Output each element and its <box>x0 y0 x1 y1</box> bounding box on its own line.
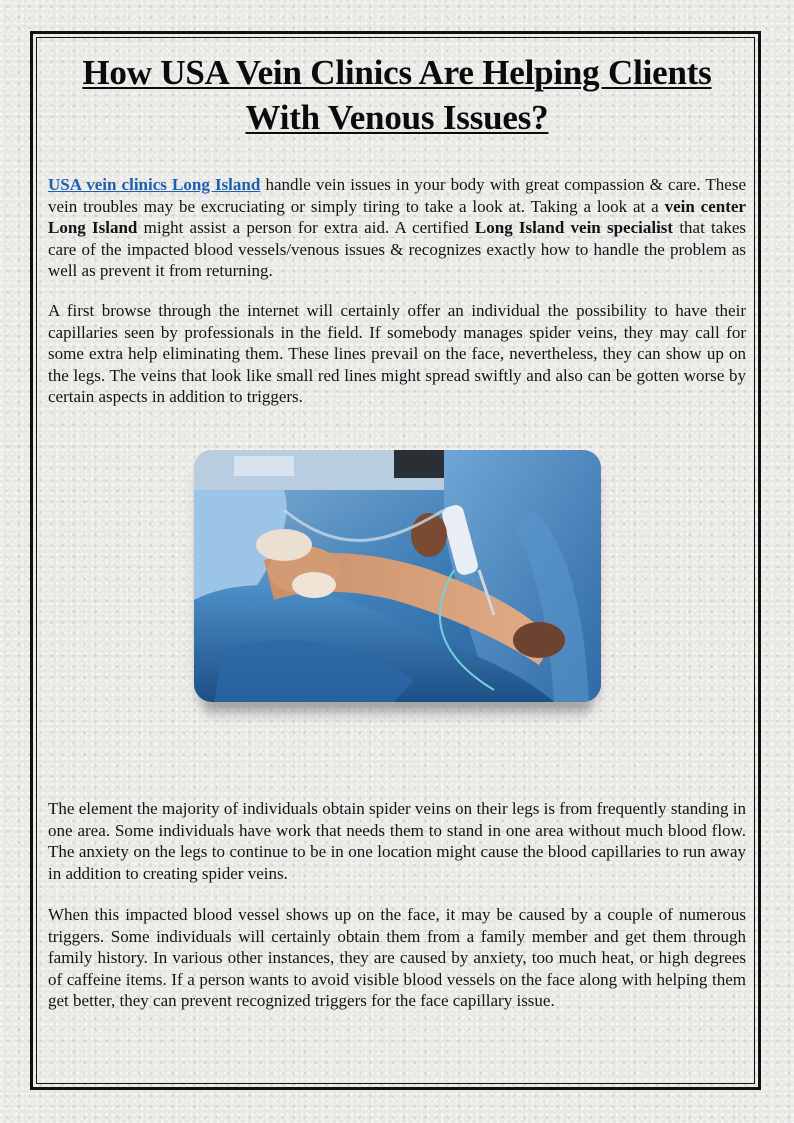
page-title: How USA Vein Clinics Are Helping Clients With Venous Issues? <box>82 53 712 137</box>
paragraph-intro <box>48 174 746 282</box>
paragraph-internet: A first browse through the internet will certainly offer an individual the possibility to have their capillaries seen by professionals in the field. If somebody manages spider veins, they may call for some extra help eliminating them. These lines prevail on the face, nevertheless, they can show up on the legs. The veins that look like small red lines might spread swiftly and also can be gotten worse by certain aspects in addition to triggers. <box>48 301 746 407</box>
paragraph-face: When this impacted blood vessel shows up on the face, it may be caused by a couple of numerous triggers. Some individuals will certainly obtain them from a family member and get them through family history. In various other instances, they are caused by anxiety, too much heat, or high degrees of caffeine items. If a person wants to avoid visible blood vessels on the face along with helping them get better, they can prevent recognized triggers for the face capillary issue. <box>48 905 746 1011</box>
vein-procedure-photo <box>194 450 601 702</box>
paragraph-intro-text-c: that takes care of the impacted blood vessels/venous issues & recognizes exactly how to handle the problem as well as prevent it from returning. <box>48 218 746 281</box>
paragraph-intro-text-b: might assist a person for extra aid. A certified <box>137 218 475 238</box>
photo-reflection <box>204 704 591 724</box>
bold-vein-specialist: Long Island vein specialist <box>474 218 674 238</box>
paragraph-standing: The element the majority of individuals obtain spider veins on their legs is from frequently standing in one area. Some individuals have work that needs them to stand in one area without much blood flow. The anxiety on the legs to continue to be in one location might cause the blood capillaries to run away in addition to creating spider veins. <box>48 799 746 883</box>
paragraph-intro-text-a: handle vein issues in your body with great compassion & care. These vein troubles may be excruciating or simply tiring to take a look at. Taking a look at a <box>48 175 746 216</box>
bold-vein-center: vein center Long Island <box>48 196 746 238</box>
vein-clinics-link[interactable]: USA vein clinics Long Island <box>48 175 261 194</box>
